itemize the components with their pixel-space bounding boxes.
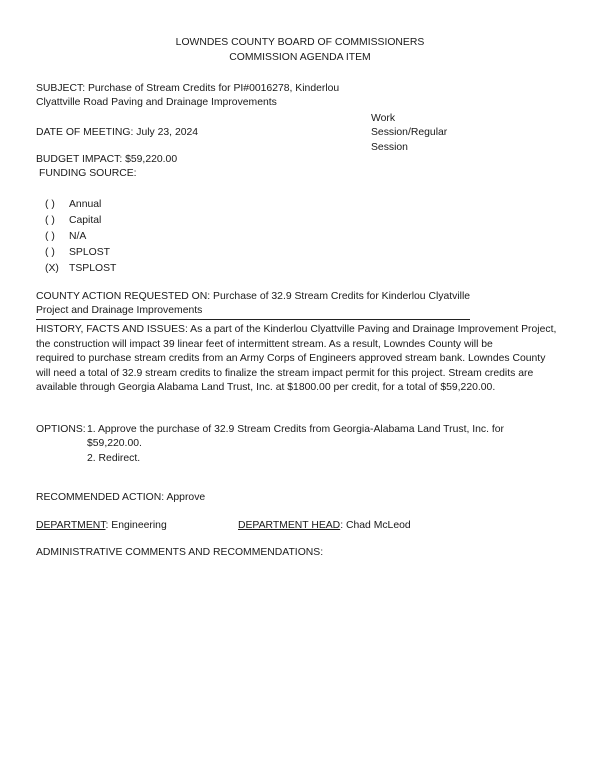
meeting-type-line-2: Session/Regular	[371, 127, 448, 138]
funding-option-capital	[45, 214, 101, 229]
history-line-5: available through Georgia Alabama Land Trust, Inc. at $1800.00 per credit, for a total of $59,220.00.	[36, 382, 496, 393]
department-head-value: : Chad McLeod	[340, 520, 411, 531]
checkbox-mark: ( )	[45, 231, 55, 242]
funding-option-splost	[45, 246, 110, 261]
option-1-line-1: 1. Approve the purchase of 32.9 Stream Credits from Georgia-Alabama Land Trust, Inc. for	[87, 424, 504, 435]
meeting-type-line-1: Work	[371, 113, 396, 124]
checkbox-mark: ( )	[45, 199, 55, 210]
history-line-2: the construction will impact 39 linear feet of intermittent stream. As a result, Lowndes County will be	[36, 339, 493, 350]
option-label: Capital	[69, 215, 102, 226]
history-line-1: HISTORY, FACTS AND ISSUES: As a part of the Kinderlou Clyattville Paving and Drainage Improvement Project,	[36, 324, 557, 335]
department	[36, 519, 167, 534]
recommended-action: RECOMMENDED ACTION: Approve	[36, 492, 206, 503]
department-head-label: DEPARTMENT HEAD	[238, 520, 341, 531]
funding-option-na	[45, 230, 86, 245]
date-of-meeting: DATE OF MEETING: July 23, 2024	[36, 127, 199, 138]
option-label: TSPLOST	[69, 263, 117, 274]
header-line-1: LOWNDES COUNTY BOARD OF COMMISSIONERS	[175, 37, 425, 48]
option-label: SPLOST	[69, 247, 110, 258]
header-line-2: COMMISSION AGENDA ITEM	[229, 52, 371, 63]
option-label: N/A	[69, 231, 87, 242]
funding-source-label: FUNDING SOURCE:	[39, 168, 137, 179]
options-label: OPTIONS:	[36, 424, 86, 435]
divider	[36, 319, 470, 320]
checkbox-mark: ( )	[45, 215, 55, 226]
county-action-line-2: Project and Drainage Improvements	[36, 305, 203, 316]
subject-line-1: SUBJECT: Purchase of Stream Credits for PI#0016278, Kinderlou	[36, 83, 340, 94]
budget-impact: BUDGET IMPACT: $59,220.00	[36, 154, 178, 165]
subject-line-2: Clyattville Road Paving and Drainage Improvements	[36, 97, 277, 108]
option-label: Annual	[69, 199, 102, 210]
checkbox-mark: (X)	[45, 263, 59, 274]
option-2: 2. Redirect.	[87, 453, 141, 464]
funding-option-tsplost	[45, 262, 116, 277]
department-value: : Engineering	[105, 520, 167, 531]
admin-comments: ADMINISTRATIVE COMMENTS AND RECOMMENDATIONS:	[36, 547, 324, 558]
county-action-line-1: COUNTY ACTION REQUESTED ON: Purchase of 32.9 Stream Credits for Kinderlou Clyatville	[36, 291, 471, 302]
meeting-type-line-3: Session	[371, 142, 408, 153]
funding-option-annual	[45, 198, 101, 213]
department-label: DEPARTMENT	[36, 520, 106, 531]
history-line-4: will need a total of 32.9 stream credits to finalize the stream impact permit for this project. Stream credits are	[36, 368, 534, 379]
checkbox-mark: ( )	[45, 247, 55, 258]
history-line-3: required to purchase stream credits from an Army Corps of Engineers approved stream bank. Lowndes County	[36, 353, 546, 364]
department-head	[238, 519, 411, 534]
option-1-line-2: $59,220.00.	[87, 438, 142, 449]
